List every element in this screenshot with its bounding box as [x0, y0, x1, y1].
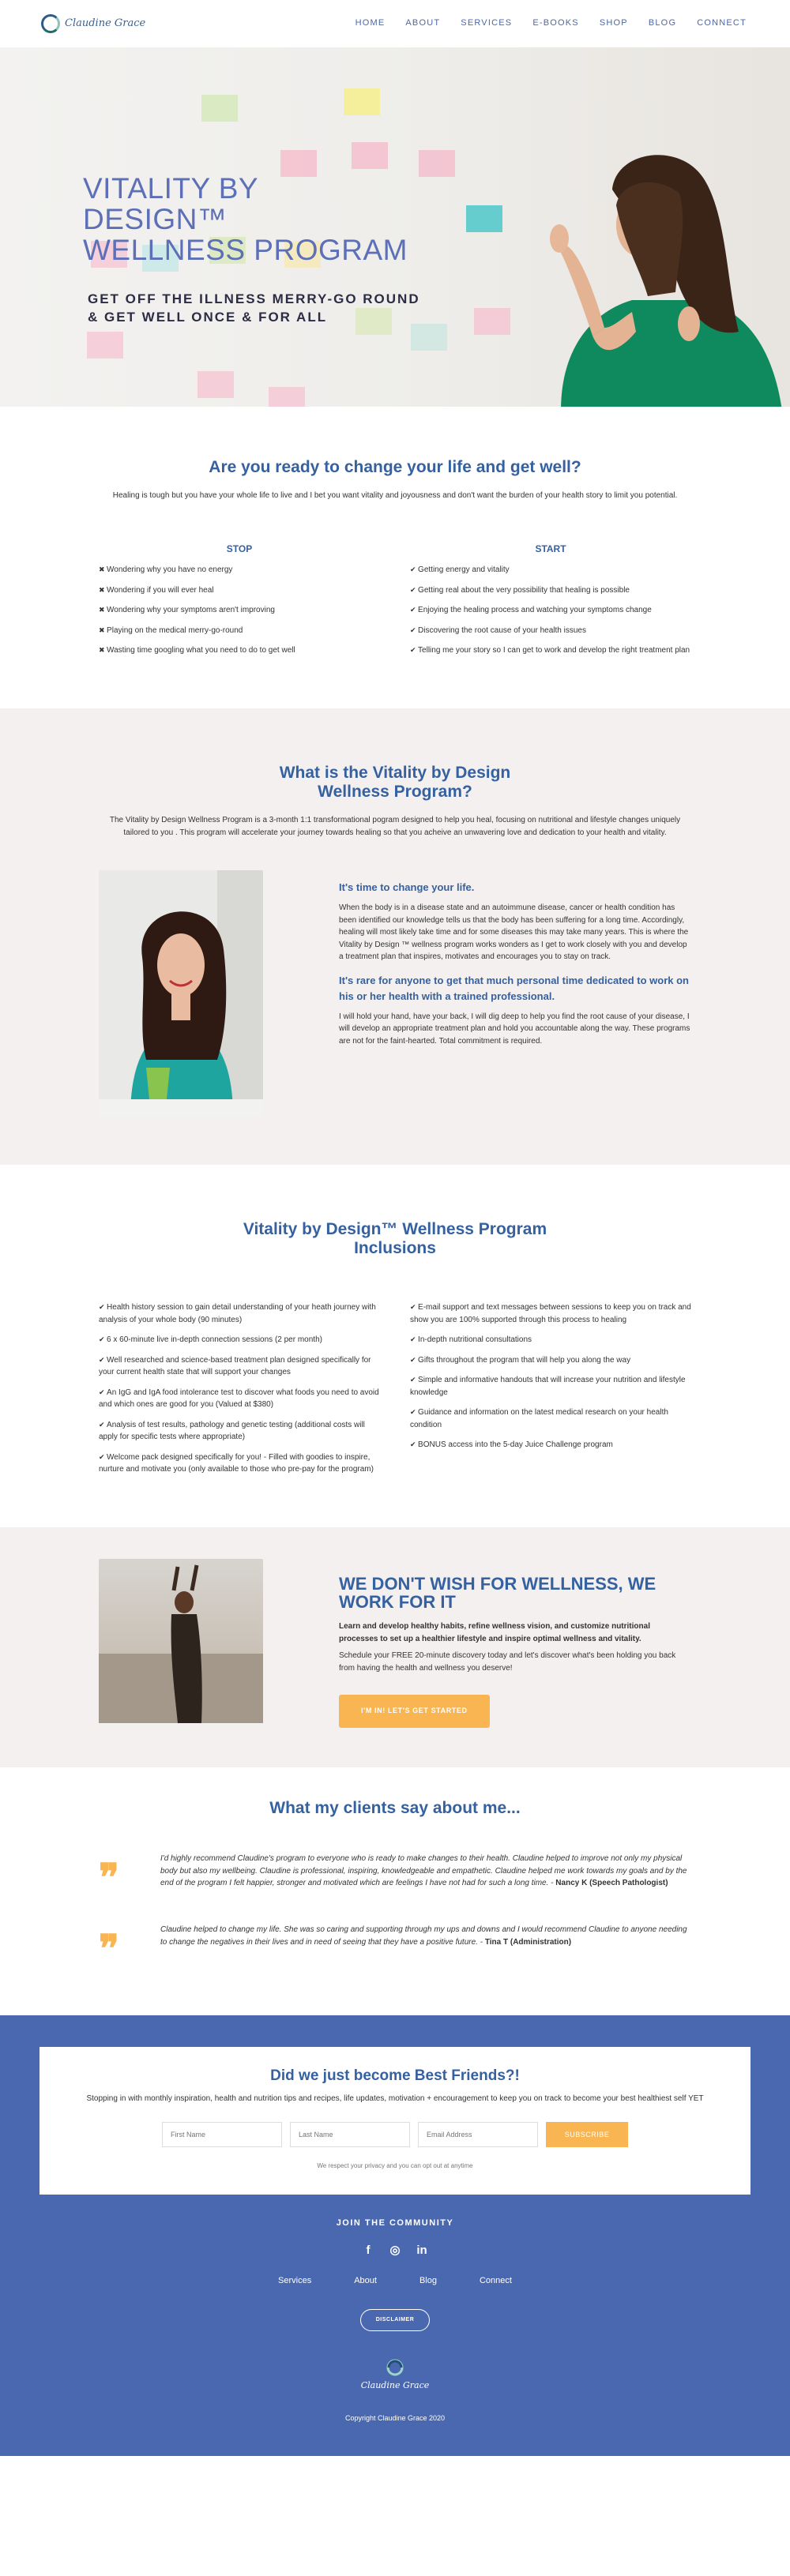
ready-title: Are you ready to change your life and get well?: [209, 458, 581, 476]
wish-bold-text: Learn and develop healthy habits, refine wellness vision, and customize nutritional processes to set up a healthier lifestyle and inspire optimal wellness and vitality.: [339, 1622, 650, 1643]
footer-logo[interactable]: [40, 2358, 750, 2398]
woman-at-board-photo: [442, 150, 790, 407]
linkedin-icon[interactable]: in: [416, 2244, 427, 2258]
footer-link-about[interactable]: About: [354, 2276, 377, 2286]
sticky-note: [201, 95, 238, 122]
footer-link-blog[interactable]: Blog: [419, 2276, 437, 2286]
what-intro: The Vitality by Design Wellness Program is a 3-month 1:1 transformational pogram designed to help you heal, focusing on nutritional and lifestyle changes uniquely tailored to you . This program will accelerate your journey towards healing so that you acheive an unwavering love and dedication to your health and vitality.: [109, 816, 681, 837]
subscribe-button[interactable]: SUBSCRIBE: [546, 2122, 628, 2147]
testimonial-text: [160, 1853, 691, 1890]
claudine-portrait: [99, 870, 263, 1121]
footer-logo-text: Claudine Grace: [360, 2379, 430, 2390]
instagram-icon[interactable]: ◎: [389, 2244, 401, 2258]
last-name-field[interactable]: [290, 2122, 410, 2147]
nav-ebooks[interactable]: E-BOOKS: [532, 18, 579, 28]
first-name-field[interactable]: [162, 2122, 282, 2147]
sticky-note: [269, 387, 305, 407]
footer-link-services[interactable]: Services: [278, 2276, 312, 2286]
beach-photo: [99, 1559, 263, 1728]
what-title: [99, 764, 691, 802]
nav-shop[interactable]: SHOP: [599, 18, 628, 28]
list-item: ✖ Wondering if you will ever heal: [99, 584, 380, 597]
facebook-icon[interactable]: f: [366, 2244, 371, 2258]
list-item: ✔ Guidance and information on the latest medical research on your health condition: [410, 1406, 691, 1431]
footer-link-connect[interactable]: Connect: [479, 2276, 512, 2286]
list-item: ✔ Getting energy and vitality: [410, 564, 691, 576]
stop-column: [99, 542, 380, 665]
what-heading-2: It's rare for anyone to get that much personal time dedicated to work on his or her health with a trained professional.: [339, 974, 689, 1002]
list-item: ✖ Wasting time googling what you need to do to get well: [99, 644, 380, 657]
wish-section: [0, 1527, 790, 1767]
testimonial-author: Tina T (Administration): [484, 1937, 572, 1947]
ready-section: [0, 407, 790, 708]
list-item: ✔ Analysis of test results, pathology and genetic testing (additional costs will apply for specific tests where appropriate): [99, 1419, 380, 1444]
list-item: ✔ BONUS access into the 5-day Juice Challenge program: [410, 1439, 691, 1451]
list-item: ✔ Gifts throughout the program that will help you along the way: [410, 1354, 691, 1367]
list-item: ✖ Playing on the medical merry-go-round: [99, 625, 380, 637]
inclusions-columns: [99, 1301, 691, 1484]
site-header: [0, 0, 790, 47]
list-item: ✔ Telling me your story so I can get to work and develop the right treatment plan: [410, 644, 691, 657]
sticky-note: [352, 142, 388, 169]
what-content: [99, 870, 691, 1121]
logo-text: Claudine Grace: [65, 17, 146, 29]
ready-intro: Healing is tough but you have your whole life to live and I bet you want vitality and joyousness and don't want the burden of your health story to limit you potential.: [112, 491, 678, 501]
sticky-note: [198, 371, 234, 398]
list-item: ✔ E-mail support and text messages between sessions to keep you on track and show you are 100% supported through this process to healing: [410, 1301, 691, 1326]
list-item: ✔ An IgG and IgA food intolerance test to discover what foods you need to avoid and which ones are good for you (Valued at $380): [99, 1387, 380, 1411]
what-paragraph-2: I will hold your hand, have your back, I will dig deep to help you find the root cause of your disease, I will develop an appropriate treatment plan and hold you accountable along the way. These programs are not for the faint-hearted. Total commitment is required.: [339, 1012, 690, 1046]
what-heading-1: It's time to change your life.: [339, 881, 475, 894]
testimonial-text: [160, 1924, 691, 1948]
main-nav: [356, 17, 747, 30]
testimonial: [99, 1853, 691, 1901]
quote-icon: ❞: [99, 1927, 119, 1972]
site-logo[interactable]: [41, 14, 145, 33]
privacy-note: We respect your privacy and you can opt out at anytime: [317, 2162, 473, 2170]
list-item: ✔ Discovering the root cause of your health issues: [410, 625, 691, 637]
what-section: [0, 708, 790, 1165]
list-item: ✔ In-depth nutritional consultations: [410, 1334, 691, 1346]
list-item: ✔ Getting real about the very possibility that healing is possible: [410, 584, 691, 597]
stop-heading: STOP: [226, 543, 253, 554]
list-item: ✔ Simple and informative handouts that will increase your nutrition and lifestyle knowledge: [410, 1374, 691, 1399]
social-links: [40, 2243, 750, 2259]
list-item: ✖ Wondering why you have no energy: [99, 564, 380, 576]
newsletter-form: [79, 2122, 711, 2147]
nav-home[interactable]: HOME: [355, 18, 386, 28]
email-field[interactable]: [418, 2122, 538, 2147]
footer-logo-icon: [359, 2358, 431, 2393]
newsletter-box: [40, 2047, 750, 2195]
newsletter-subtitle: Stopping in with monthly inspiration, health and nutrition tips and recipes, life updates, motivation + encouragement to keep you on track to become your best healthiest self YET: [86, 2093, 704, 2103]
wish-text: [339, 1559, 691, 1728]
hero-subtitle-line: GET OFF THE ILLNESS MERRY-GO ROUND: [88, 291, 420, 306]
list-item: ✔ Welcome pack designed specifically for you! - Filled with goodies to inspire, nurture and motivate you (only available to those who pre-pay for the program): [99, 1451, 380, 1476]
hero-title: [83, 174, 408, 266]
copyright: Copyright Claudine Grace 2020: [344, 2413, 446, 2422]
inclusions-section: [0, 1165, 790, 1527]
beach-image: [99, 1559, 263, 1723]
hero-title-line: DESIGN™: [83, 202, 228, 235]
hero-title-line: WELLNESS PROGRAM: [83, 233, 408, 266]
nav-blog[interactable]: BLOG: [648, 18, 677, 28]
stop-start-columns: [99, 542, 691, 665]
sticky-note: [280, 150, 317, 177]
start-heading: START: [535, 543, 566, 554]
list-item: ✔ Health history session to gain detail understanding of your heath journey with analysis of your whole body (90 minutes): [99, 1301, 380, 1326]
start-column: [410, 542, 691, 665]
inclusions-title-line: Vitality by Design™ Wellness Program: [243, 1220, 547, 1239]
testimonial-quote: Claudine helped to change my life. She was so caring and supporting through my ups and downs and I would recommend Claudine to anyone needing to change the negatives in their lives and in need of seeing that they have a positive future. -: [160, 1925, 687, 1947]
list-item: ✔ Enjoying the healing process and watching your symptoms change: [410, 604, 691, 617]
portrait-image: [99, 870, 263, 1117]
wish-paragraph: Schedule your FREE 20-minute discovery today and let's discover what's been holding you back from having the health and wellness you deserve!: [339, 1651, 676, 1673]
testimonials-section: [0, 1767, 790, 2015]
sticky-note: [87, 332, 123, 359]
logo-mark-icon: [41, 14, 60, 33]
nav-connect[interactable]: CONNECT: [697, 18, 747, 28]
get-started-button[interactable]: I'M IN! LET'S GET STARTED: [339, 1695, 490, 1728]
hero-title-line: VITALITY BY: [83, 172, 259, 205]
testimonials-title: What my clients say about me...: [269, 1798, 521, 1817]
testimonial-author: Nancy K (Speech Pathologist): [555, 1879, 668, 1888]
wish-content: [99, 1559, 691, 1728]
inclusions-left: [99, 1301, 380, 1484]
quote-icon: ❞: [99, 1856, 119, 1901]
what-paragraph-1: When the body is in a disease state and an autoimmune disease, cancer or health condition has been identified our knowledge tells us that the body has been suffering for a long time. Accordingly, healing will most likely take time and for some diseases this may take many years. This is where the Vitality by Design ™ wellness program works wonders as I get to work closely with you and develop a treatment plan that inspires, motivates and encourages you to stay on track.: [339, 903, 689, 962]
nav-about[interactable]: ABOUT: [405, 18, 441, 28]
hero-subtitle-line: & GET WELL ONCE & FOR ALL: [88, 309, 328, 325]
inclusions-right: [410, 1301, 691, 1484]
what-title-line: Wellness Program?: [318, 782, 472, 801]
hero-banner: [0, 47, 790, 407]
what-title-line: What is the Vitality by Design: [279, 763, 511, 782]
testimonial: [99, 1924, 691, 1972]
hero-subtitle: [88, 291, 420, 327]
inclusions-title-line: Inclusions: [354, 1239, 436, 1258]
list-item: ✖ Wondering why your symptoms aren't improving: [99, 604, 380, 617]
testimonial-quote: I'd highly recommend Claudine's program to everyone who is ready to make changes to their health. Claudine helped to improve not only my physical body but also my wellbeing. Claudine is professional, inspiring, knowledgeable and empathetic. Claudine helped me work towards my goals and by the end of the program I felt happier, stronger and motivated which are feelings I have not had for such a long time. -: [160, 1854, 687, 1888]
sticky-note: [344, 88, 380, 115]
wish-title: WE DON'T WISH FOR WELLNESS, WE WORK FOR IT: [339, 1573, 656, 1612]
inclusions-title: [99, 1220, 691, 1258]
site-footer: [0, 2015, 790, 2455]
community-heading: JOIN THE COMMUNITY: [336, 2218, 454, 2229]
footer-links: [40, 2274, 750, 2288]
list-item: ✔ Well researched and science-based treatment plan designed specifically for your current health state that will support your changes: [99, 1354, 380, 1379]
list-item: ✔ 6 x 60-minute live in-depth connection sessions (2 per month): [99, 1334, 380, 1346]
nav-services[interactable]: SERVICES: [461, 18, 513, 28]
newsletter-title: Did we just become Best Friends?!: [270, 2067, 520, 2085]
what-text: [339, 870, 691, 1052]
disclaimer-button[interactable]: DISCLAIMER: [360, 2309, 430, 2331]
